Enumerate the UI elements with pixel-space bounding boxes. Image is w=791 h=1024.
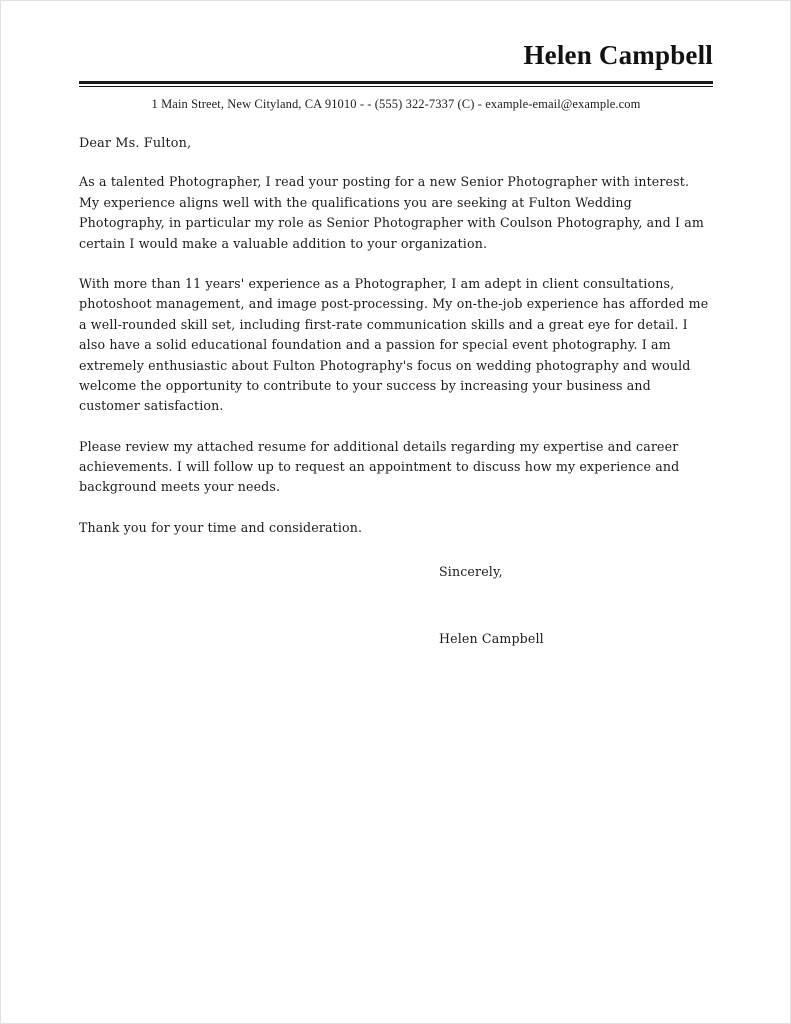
letter-body [79, 134, 713, 649]
header-rule-thick [79, 81, 713, 84]
closing-salutation: Sincerely, [439, 564, 503, 580]
letterhead-name: Helen Campbell [523, 40, 713, 70]
closing-block [79, 562, 713, 649]
letter-paragraph: With more than 11 years' experience as a Photographer, I am adept in client consultations, photoshoot management, and image post-processing. My on-the-job experience has afforded me a well-rounded skill set, including first-rate communication skills and a great eye for detail. I also have a solid educational foundation and a passion for special event photography. I am extremely enthusiastic about Fulton Photography's focus on wedding photography and would welcome the opportunity to contribute to your success by increasing your business and customer satisfaction. [79, 275, 709, 414]
letter-paragraph: As a talented Photographer, I read your posting for a new Senior Photographer with interest. My experience aligns well with the qualifications you are seeking at Fulton Wedding Photography, in particular my role as Senior Photographer with Coulson Photography, and I am certain I would make a valuable addition to your organization. [79, 174, 704, 251]
signature-name: Helen Campbell [439, 630, 544, 646]
contact-line: 1 Main Street, New Cityland, CA 91010 - - (555) 322-7337 (C) - example-email@example.com [151, 96, 641, 111]
letter-paragraph: Thank you for your time and consideration. [79, 519, 363, 535]
letter-paragraph: Please review my attached resume for additional details regarding my expertise and career achievements. I will follow up to request an appointment to discuss how my experience and background meets your needs. [79, 438, 680, 495]
letterhead [79, 41, 713, 112]
salutation: Dear Ms. Fulton, [79, 135, 192, 151]
letter-content [79, 41, 713, 649]
